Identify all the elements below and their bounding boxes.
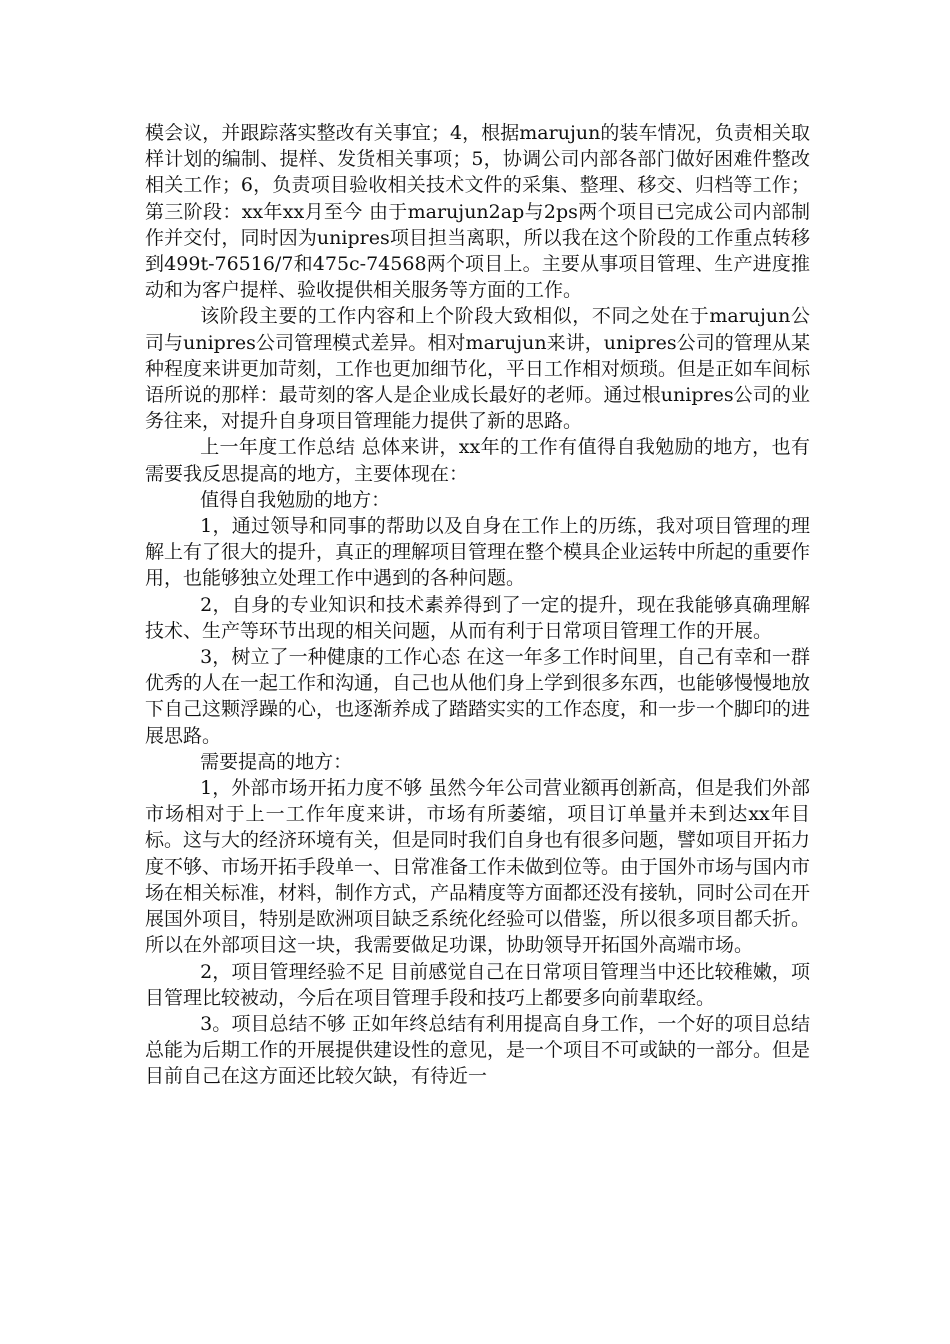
- paragraph-10: 2，项目管理经验不足 目前感觉自己在日常项目管理当中还比较稚嫩，项目管理比较被动，今后在项目管理手段和技巧上都要多向前辈取经。: [145, 960, 810, 1009]
- paragraph-2: 该阶段主要的工作内容和上个阶段大致相似，不同之处在于marujun公司与unipres公司管理模式差异。相对marujun来讲，unipres公司的管理从某种程度来讲更加苛刻，工作也更加细节化，平日工作相对烦琐。但是正如车间标语所说的那样：最苛刻的客人是企业成长最好的老师。通过根unipres公司的业务往来，对提升自身项目管理能力提供了新的思路。: [145, 305, 811, 433]
- document-page: [145, 120, 810, 1090]
- paragraph-11: 3。项目总结不够 正如年终总结有利用提高自身工作，一个好的项目总结总能为后期工作的开展提供建设性的意见，是一个项目不可或缺的一部分。但是目前自己在这方面还比较欠缺，有待近一: [145, 1012, 811, 1088]
- paragraph-5: 1，通过领导和同事的帮助以及自身在工作上的历练，我对项目管理的理解上有了很大的提升，真正的理解项目管理在整个模具企业运转中所起的重要作用，也能够独立处理工作中遇到的各种问题。: [145, 515, 811, 590]
- paragraph-3: 上一年度工作总结 总体来讲，xx年的工作有值得自我勉励的地方，也有需要我反思提高的地方，主要体现在：: [145, 436, 810, 485]
- paragraph-6: 2，自身的专业知识和技术素养得到了一定的提升，现在我能够真确理解技术、生产等环节出现的相关问题，从而有利于日常项目管理工作的开展。: [145, 593, 810, 642]
- paragraph-7: 3，树立了一种健康的工作心态 在这一年多工作时间里，自己有幸和一群优秀的人在一起工作和沟通，自己也从他们身上学到很多东西，也能够慢慢地放下自己这颗浮躁的心，也逐渐养成了踏踏实实的工作态度，和一步一个脚印的进展思路。: [145, 646, 811, 747]
- paragraph-4: 值得自我勉励的地方：: [200, 488, 391, 511]
- paragraph-9: 1，外部市场开拓力度不够 虽然今年公司营业额再创新高，但是我们外部市场相对于上一工作年度来讲，市场有所萎缩，项目订单量并未到达xx年目标。这与大的经济环境有关，但是同时我们自身也有很多问题，譬如项目开拓力度不够、市场开拓手段单一、日常准备工作未做到位等。由于国外市场与国内市场在相关标准，材料，制作方式，产品精度等方面都还没有接轨，同时公司在开展国外项目，特别是欧洲项目缺乏系统化经验可以借鉴，所以很多项目都夭折。所以在外部项目这一块，我需要做足功课，协助领导开拓国外高端市场。: [145, 777, 811, 957]
- paragraph-1: 模会议，并跟踪落实整改有关事宜；4，根据marujun的装车情况，负责相关取样计划的编制、提样、发货相关事项；5，协调公司内部各部门做好困难件整改相关工作；6，负责项目验收相关技术文件的采集、整理、移交、归档等工作；第三阶段：xx年xx月至今 由于marujun2ap与2ps两个项目已完成公司内部制作并交付，同时因为unipres项目担当离职，所以我在这个阶段的工作重点转移到499t-76516/7和475c-74568两个项目上。主要从事项目管理、生产进度推动和为客户提样、验收提供相关服务等方面的工作。: [145, 122, 810, 302]
- paragraph-8: 需要提高的地方：: [200, 750, 353, 773]
